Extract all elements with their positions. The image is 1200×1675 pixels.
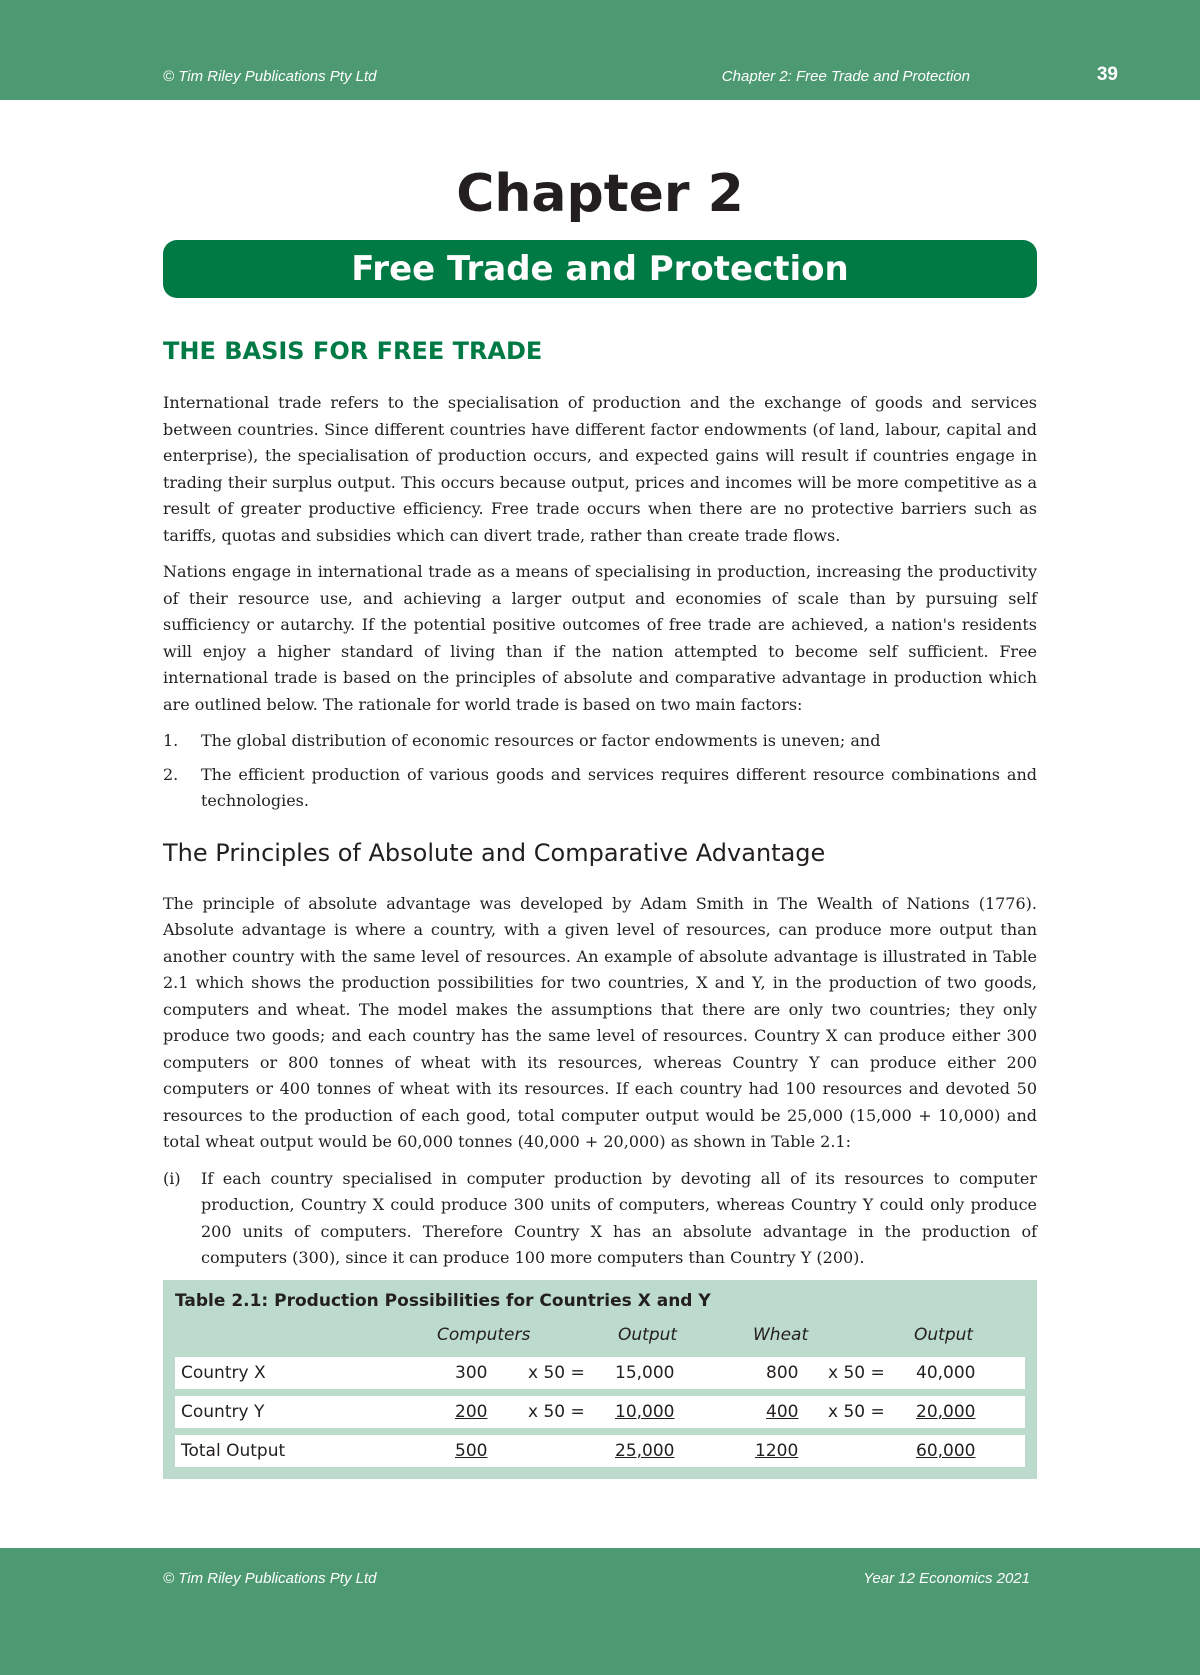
chapter-title-banner: Free Trade and Protection (163, 240, 1037, 298)
points-list (163, 1166, 1037, 1272)
column-header: Output (618, 1324, 678, 1345)
list-item (163, 1166, 1037, 1272)
table-title: Table 2.1: Production Possibilities for Countries X and Y (175, 1290, 711, 1311)
footer-book-title: Year 12 Economics 2021 (863, 1570, 1030, 1587)
cell-multiplier: x 50 = (528, 1362, 585, 1383)
table-row (175, 1396, 1025, 1428)
header-publisher: © Tim Riley Publications Pty Ltd (163, 68, 377, 85)
table-header-row (175, 1320, 1025, 1350)
footer-publisher: © Tim Riley Publications Pty Ltd (163, 1570, 377, 1587)
chapter-number: Chapter 2 (456, 164, 744, 224)
table-row (175, 1357, 1025, 1389)
cell-wheat-output: 60,000 (916, 1440, 976, 1461)
paragraph-intro: International trade refers to the specialisation of production and the exchange of goods and services between countries. Since different countries have different factor endowments (of land, labour, capital and enterprise), the specialisation of production occurs, and expected gains will result if countries engage in trading their surplus output. This occurs because output, prices and incomes will be more competitive as a result of greater productive efficiency. Free trade occurs when there are no protective barriers such as tariffs, quotas and subsidies which can divert trade, rather than create trade flows. (163, 393, 1037, 545)
cell-wheat: 1200 (755, 1440, 799, 1461)
column-header: Output (914, 1324, 974, 1345)
page-number: 39 (1096, 64, 1118, 85)
list-item-text: If each country specialised in computer production by devoting all of its resources to computer production, Country X could produce 300 units of computers, whereas Country Y could only produce 200 units of computers. Therefore Country X has an absolute advantage in the production of computers (300), since it can produce 100 more computers than Country Y (200). (201, 1168, 1037, 1267)
row-label: Country Y (181, 1401, 265, 1422)
cell-multiplier: x 50 = (828, 1362, 885, 1383)
page-content (163, 100, 1037, 1479)
cell-computers: 200 (455, 1401, 488, 1422)
page-footer (0, 1548, 1200, 1675)
cell-computer-output: 10,000 (615, 1401, 675, 1422)
column-header: Computers (437, 1324, 531, 1345)
cell-multiplier: x 50 = (528, 1401, 585, 1422)
list-marker: 2. (163, 764, 179, 784)
column-header: Wheat (753, 1324, 809, 1345)
page-header (0, 0, 1200, 100)
production-table (163, 1280, 1037, 1479)
table-row-total (175, 1435, 1025, 1467)
row-label: Total Output (181, 1440, 286, 1461)
list-item-text: The global distribution of economic resources or factor endowments is uneven; and (201, 731, 881, 750)
cell-wheat-output: 20,000 (916, 1401, 976, 1422)
section-heading-basis: THE BASIS FOR FREE TRADE (163, 337, 543, 365)
cell-multiplier: x 50 = (828, 1401, 885, 1422)
row-label: Country X (181, 1362, 266, 1383)
cell-computers: 300 (455, 1362, 488, 1383)
subsection-heading-principles: The Principles of Absolute and Comparative Advantage (163, 838, 826, 867)
cell-wheat: 400 (766, 1401, 799, 1422)
list-item (163, 728, 1037, 755)
list-marker: 1. (163, 731, 179, 750)
list-item-text: The efficient production of various goods and services requires different resource combinations and technologies. (201, 764, 1037, 810)
paragraph-nations: Nations engage in international trade as a means of specialising in production, increasing the productivity of their resource use, and achieving a larger output and economies of scale than by pursuing self sufficiency or autarchy. If the potential positive outcomes of free trade are achieved, a nation's residents will enjoy a higher standard of living than if the nation attempted to become self sufficient. Free international trade is based on the principles of absolute and comparative advantage in production which are outlined below. The rationale for world trade is based on two main factors: (163, 562, 1037, 714)
cell-computers: 500 (455, 1440, 488, 1461)
header-chapter: Chapter 2: Free Trade and Protection (721, 68, 970, 85)
cell-wheat: 800 (766, 1362, 799, 1383)
cell-computer-output: 15,000 (615, 1362, 675, 1383)
list-item (163, 762, 1037, 815)
list-marker: (i) (163, 1168, 181, 1188)
cell-wheat-output: 40,000 (916, 1362, 976, 1383)
factors-list (163, 728, 1037, 815)
cell-computer-output: 25,000 (615, 1440, 675, 1461)
paragraph-absolute-advantage: The principle of absolute advantage was developed by Adam Smith in The Wealth of Nations (1776). Absolute advantage is where a country, with a given level of resources, can produce more output than another country with the same level of resources. An example of absolute advantage is illustrated in Table 2.1 which shows the production possibilities for two countries, X and Y, in the production of two goods, computers and wheat. The model makes the assumptions that there are only two countries; they only produce two goods; and each country has the same level of resources. Country X can produce either 300 computers or 800 tonnes of wheat with its resources, whereas Country Y can produce either 200 computers or 400 tonnes of wheat with its resources. If each country had 100 resources and devoted 50 resources to the production of each good, total computer output would be 25,000 (15,000 + 10,000) and total wheat output would be 60,000 tonnes (40,000 + 20,000) as shown in Table 2.1: (163, 893, 1037, 1151)
